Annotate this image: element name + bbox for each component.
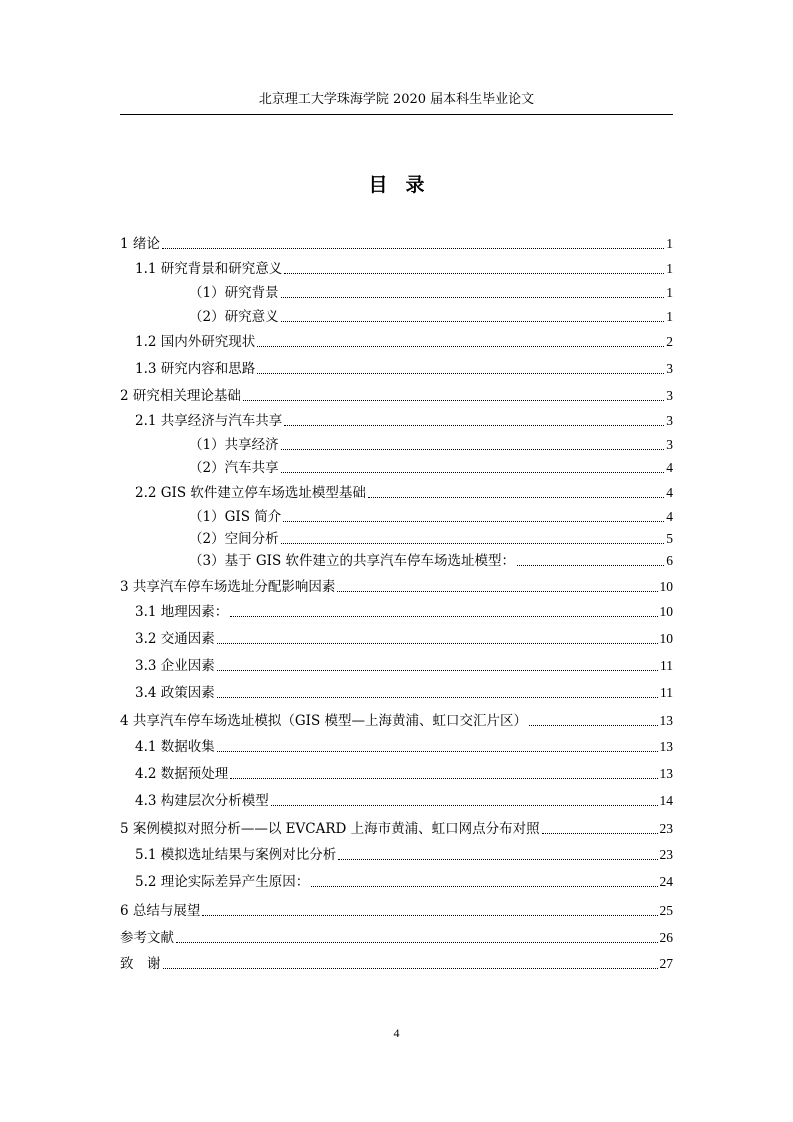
leader-dots bbox=[243, 400, 664, 401]
toc-entry[interactable] bbox=[120, 260, 673, 278]
toc-entry[interactable] bbox=[120, 387, 673, 405]
toc-entry-label: （1）研究背景 bbox=[189, 285, 279, 301]
leader-dots bbox=[257, 346, 664, 347]
toc-entry-page: 26 bbox=[659, 930, 673, 945]
toc-entry-label: （3）基于 GIS 软件建立的共享汽车停车场选址模型： bbox=[189, 553, 516, 569]
leader-dots bbox=[257, 373, 664, 374]
leader-dots bbox=[217, 697, 658, 698]
toc-entry-label: 6 总结与展望 bbox=[120, 903, 201, 919]
toc-entry[interactable] bbox=[120, 552, 673, 570]
toc-entry[interactable] bbox=[120, 412, 673, 430]
leader-dots bbox=[217, 751, 658, 752]
leader-dots bbox=[529, 725, 657, 726]
leader-dots bbox=[176, 942, 658, 943]
toc-entry[interactable] bbox=[120, 308, 673, 326]
toc-entry[interactable] bbox=[120, 846, 673, 864]
page-number: 4 bbox=[393, 1026, 400, 1040]
toc-entry-label: 3.2 交通因素 bbox=[135, 631, 215, 647]
toc-entry-page: 11 bbox=[660, 685, 673, 700]
toc-entry-page: 24 bbox=[659, 874, 673, 889]
toc-entry[interactable] bbox=[120, 929, 673, 947]
toc-entry-label: （1）共享经济 bbox=[189, 437, 279, 453]
toc-entry[interactable] bbox=[120, 360, 673, 378]
leader-dots bbox=[217, 670, 658, 671]
toc-entry-page: 3 bbox=[666, 437, 673, 452]
toc-entry[interactable] bbox=[120, 820, 673, 838]
toc-entry[interactable] bbox=[120, 792, 673, 810]
leader-dots bbox=[337, 591, 657, 592]
leader-dots bbox=[368, 497, 664, 498]
toc-entry-page: 23 bbox=[659, 821, 673, 836]
toc-entry[interactable] bbox=[120, 284, 673, 302]
toc-entry[interactable] bbox=[120, 684, 673, 702]
toc-entry[interactable] bbox=[120, 765, 673, 783]
leader-dots bbox=[281, 297, 665, 298]
leader-dots bbox=[338, 859, 657, 860]
toc-entry[interactable] bbox=[120, 902, 673, 920]
toc-entry-label: 3.4 政策因素 bbox=[135, 685, 215, 701]
toc-entry-label: 1.1 研究背景和研究意义 bbox=[135, 261, 283, 277]
leader-dots bbox=[284, 425, 664, 426]
toc-entry-page: 4 bbox=[666, 485, 673, 500]
toc-entry[interactable] bbox=[120, 630, 673, 648]
leader-dots bbox=[271, 805, 658, 806]
toc-entry-label: 3 共享汽车停车场选址分配影响因素 bbox=[120, 579, 336, 595]
toc-entry-label: （2）汽车共享 bbox=[189, 460, 279, 476]
toc-entry-label: 5.2 理论实际差异产生原因： bbox=[135, 874, 310, 890]
leader-dots bbox=[284, 273, 664, 274]
toc-entry[interactable] bbox=[120, 578, 673, 596]
toc-entry-label: 2 研究相关理论基础 bbox=[120, 388, 241, 404]
toc-entry-label: 3.3 企业因素 bbox=[135, 658, 215, 674]
toc-entry[interactable] bbox=[120, 738, 673, 756]
toc-entry-page: 10 bbox=[659, 604, 673, 619]
running-header: 北京理工大学珠海学院 2020 届本科生毕业论文 bbox=[258, 92, 535, 107]
toc-entry-label: 3.1 地理因素： bbox=[135, 604, 229, 620]
toc-entry-page: 6 bbox=[666, 553, 673, 568]
toc-entry-label: （2）空间分析 bbox=[189, 531, 279, 547]
toc-entry[interactable] bbox=[120, 235, 673, 253]
toc-entry[interactable] bbox=[120, 873, 673, 891]
leader-dots bbox=[281, 472, 665, 473]
toc-entry-page: 3 bbox=[666, 361, 673, 376]
toc-entry-page: 2 bbox=[666, 334, 673, 349]
toc-entry[interactable] bbox=[120, 603, 673, 621]
toc-entry[interactable] bbox=[120, 657, 673, 675]
toc-entry-page: 1 bbox=[666, 285, 673, 300]
toc-entry-page: 3 bbox=[666, 413, 673, 428]
leader-dots bbox=[217, 643, 658, 644]
toc-entry[interactable] bbox=[120, 484, 673, 502]
toc-entry-page: 27 bbox=[659, 956, 673, 971]
toc-entry-page: 10 bbox=[659, 631, 673, 646]
toc-title: 目录 bbox=[368, 174, 443, 196]
toc-entry-label: 2.2 GIS 软件建立停车场选址模型基础 bbox=[135, 485, 366, 501]
toc-entry-label: 致 谢 bbox=[120, 956, 161, 972]
leader-dots bbox=[517, 565, 664, 566]
toc-entry[interactable] bbox=[120, 955, 673, 973]
toc-entry-label: 4 共享汽车停车场选址模拟（GIS 模型—上海黄浦、虹口交汇片区） bbox=[120, 713, 528, 729]
leader-dots bbox=[163, 968, 658, 969]
toc-entry-page: 1 bbox=[666, 309, 673, 324]
toc-entry-page: 1 bbox=[666, 236, 673, 251]
toc-entry-page: 4 bbox=[666, 509, 673, 524]
toc-entry-page: 25 bbox=[659, 903, 673, 918]
toc-entry-label: 5 案例模拟对照分析——以 EVCARD 上海市黄浦、虹口网点分布对照 bbox=[120, 821, 540, 837]
leader-dots bbox=[230, 778, 657, 779]
leader-dots bbox=[202, 915, 657, 916]
toc-entry[interactable] bbox=[120, 712, 673, 730]
toc-entry-label: 参考文献 bbox=[120, 930, 174, 946]
toc-entry-page: 23 bbox=[659, 847, 673, 862]
leader-dots bbox=[311, 886, 657, 887]
toc-entry-page: 5 bbox=[666, 531, 673, 546]
toc-entry-page: 13 bbox=[659, 739, 673, 754]
toc-entry-page: 3 bbox=[666, 388, 673, 403]
leader-dots bbox=[542, 833, 658, 834]
toc-entry[interactable] bbox=[120, 508, 673, 526]
leader-dots bbox=[283, 521, 664, 522]
toc-entry[interactable] bbox=[120, 459, 673, 477]
toc-entry-page: 1 bbox=[666, 261, 673, 276]
toc-entry-label: 5.1 模拟选址结果与案例对比分析 bbox=[135, 847, 337, 863]
toc-entry-page: 11 bbox=[660, 658, 673, 673]
leader-dots bbox=[281, 449, 665, 450]
toc-entry[interactable] bbox=[120, 333, 673, 351]
toc-entry-label: （2）研究意义 bbox=[189, 309, 279, 325]
toc-entry-page: 13 bbox=[659, 766, 673, 781]
leader-dots bbox=[230, 616, 657, 617]
toc-entry-page: 10 bbox=[659, 579, 673, 594]
toc-entry-label: （1）GIS 简介 bbox=[189, 509, 282, 525]
toc-entry[interactable] bbox=[120, 530, 673, 548]
toc-entry-page: 14 bbox=[659, 793, 673, 808]
toc-entry[interactable] bbox=[120, 436, 673, 454]
leader-dots bbox=[162, 248, 664, 249]
leader-dots bbox=[281, 321, 665, 322]
toc-entry-label: 2.1 共享经济与汽车共享 bbox=[135, 413, 283, 429]
toc-entry-page: 13 bbox=[659, 713, 673, 728]
toc-entry-label: 4.2 数据预处理 bbox=[135, 766, 229, 782]
toc-entry-label: 1 绪论 bbox=[120, 236, 160, 252]
toc-entry-label: 1.3 研究内容和思路 bbox=[135, 361, 256, 377]
leader-dots bbox=[281, 543, 665, 544]
toc-entry-label: 1.2 国内外研究现状 bbox=[135, 334, 256, 350]
toc-entry-label: 4.3 构建层次分析模型 bbox=[135, 793, 269, 809]
header-rule bbox=[120, 114, 673, 115]
toc-entry-label: 4.1 数据收集 bbox=[135, 739, 215, 755]
toc-entry-page: 4 bbox=[666, 460, 673, 475]
